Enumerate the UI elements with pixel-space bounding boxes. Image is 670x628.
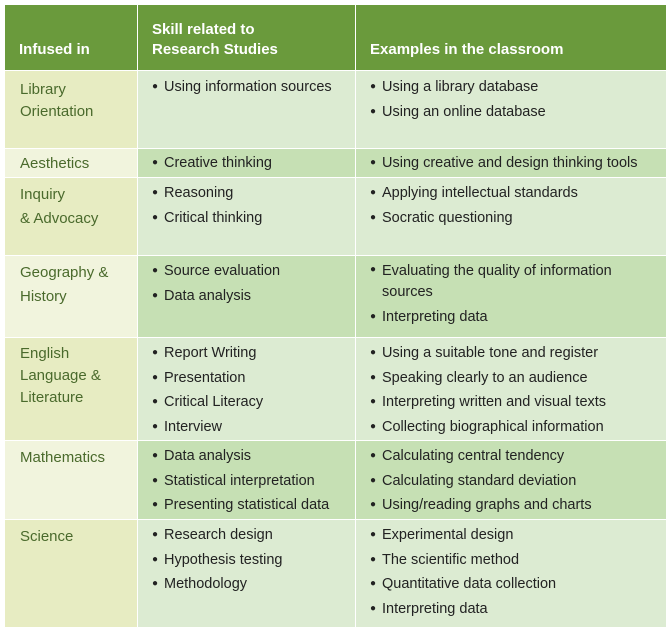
examples-cell [356, 149, 667, 178]
subject-cell: Science [5, 520, 138, 628]
table-row [5, 338, 667, 441]
example-item: ● Using/reading graphs and charts [370, 493, 658, 518]
table-row [5, 71, 667, 149]
example-item: ● Quantitative data collection [370, 572, 658, 597]
skills-cell [138, 338, 356, 441]
skills-cell [138, 256, 356, 338]
header-infused-in: Infused in [5, 5, 138, 71]
skill-item: ● Critical Literacy [152, 390, 347, 415]
example-item: ● Interpreting data [370, 597, 658, 622]
table-row [5, 256, 667, 338]
examples-cell [356, 441, 667, 520]
example-item: ● Using a suitable tone and register [370, 341, 658, 366]
subject-cell: English Language & Literature [5, 338, 138, 441]
example-item: ● Using creative and design thinking tools [370, 151, 658, 176]
skills-cell [138, 520, 356, 628]
skill-item: ● Critical thinking [152, 206, 347, 231]
skill-item: ● Presentation [152, 366, 347, 391]
subject-cell: Geography & History [5, 256, 138, 338]
examples-cell [356, 256, 667, 338]
subject-cell: Aesthetics [5, 149, 138, 178]
example-item: ● Collecting biographical information [370, 415, 658, 440]
examples-cell [356, 71, 667, 149]
skill-item: ● Data analysis [152, 284, 347, 309]
skills-cell [138, 71, 356, 149]
skill-item: ● Presenting statistical data [152, 493, 347, 518]
example-item: ● Interpreting written and visual texts [370, 390, 658, 415]
header-examples: Examples in the classroom [356, 5, 667, 71]
skills-cell [138, 178, 356, 256]
skill-item: ● Research design [152, 523, 347, 548]
skill-item: ● Reasoning [152, 181, 347, 206]
subject-cell: Mathematics [5, 441, 138, 520]
examples-cell [356, 338, 667, 441]
example-item: ● Evaluating the quality of information sources [370, 259, 658, 305]
example-item: ● Calculating standard deviation [370, 469, 658, 494]
skill-item: ● Using information sources [152, 75, 347, 100]
example-item: ● Experimental design [370, 523, 658, 548]
skill-item: ● Report Writing [152, 341, 347, 366]
header-row [5, 5, 667, 71]
example-item: ● The scientific method [370, 548, 658, 573]
skill-item: ● Data analysis [152, 444, 347, 469]
example-item: ● Using a library database [370, 75, 658, 100]
examples-cell [356, 178, 667, 256]
example-item: ● Socratic questioning [370, 206, 658, 231]
example-item: ● Speaking clearly to an audience [370, 366, 658, 391]
skill-item: ● Statistical interpretation [152, 469, 347, 494]
table-row [5, 520, 667, 628]
example-item: ● Applying intellectual standards [370, 181, 658, 206]
header-skill: Skill related to Research Studies [138, 5, 356, 71]
example-item: ● Interpreting data [370, 305, 658, 330]
table-row [5, 441, 667, 520]
example-item: ● Using an online database [370, 100, 658, 125]
skill-item: ● Creative thinking [152, 151, 347, 176]
subject-cell: Inquiry & Advocacy [5, 178, 138, 256]
subject-cell: Library Orientation [5, 71, 138, 149]
table-row [5, 178, 667, 256]
skill-item: ● Interview [152, 415, 347, 440]
example-item: ● Calculating central tendency [370, 444, 658, 469]
skills-cell [138, 441, 356, 520]
table-row [5, 149, 667, 178]
curriculum-table [4, 4, 667, 628]
skill-item: ● Source evaluation [152, 259, 347, 284]
examples-cell [356, 520, 667, 628]
skill-item: ● Hypothesis testing [152, 548, 347, 573]
skill-item: ● Methodology [152, 572, 347, 597]
skills-cell [138, 149, 356, 178]
